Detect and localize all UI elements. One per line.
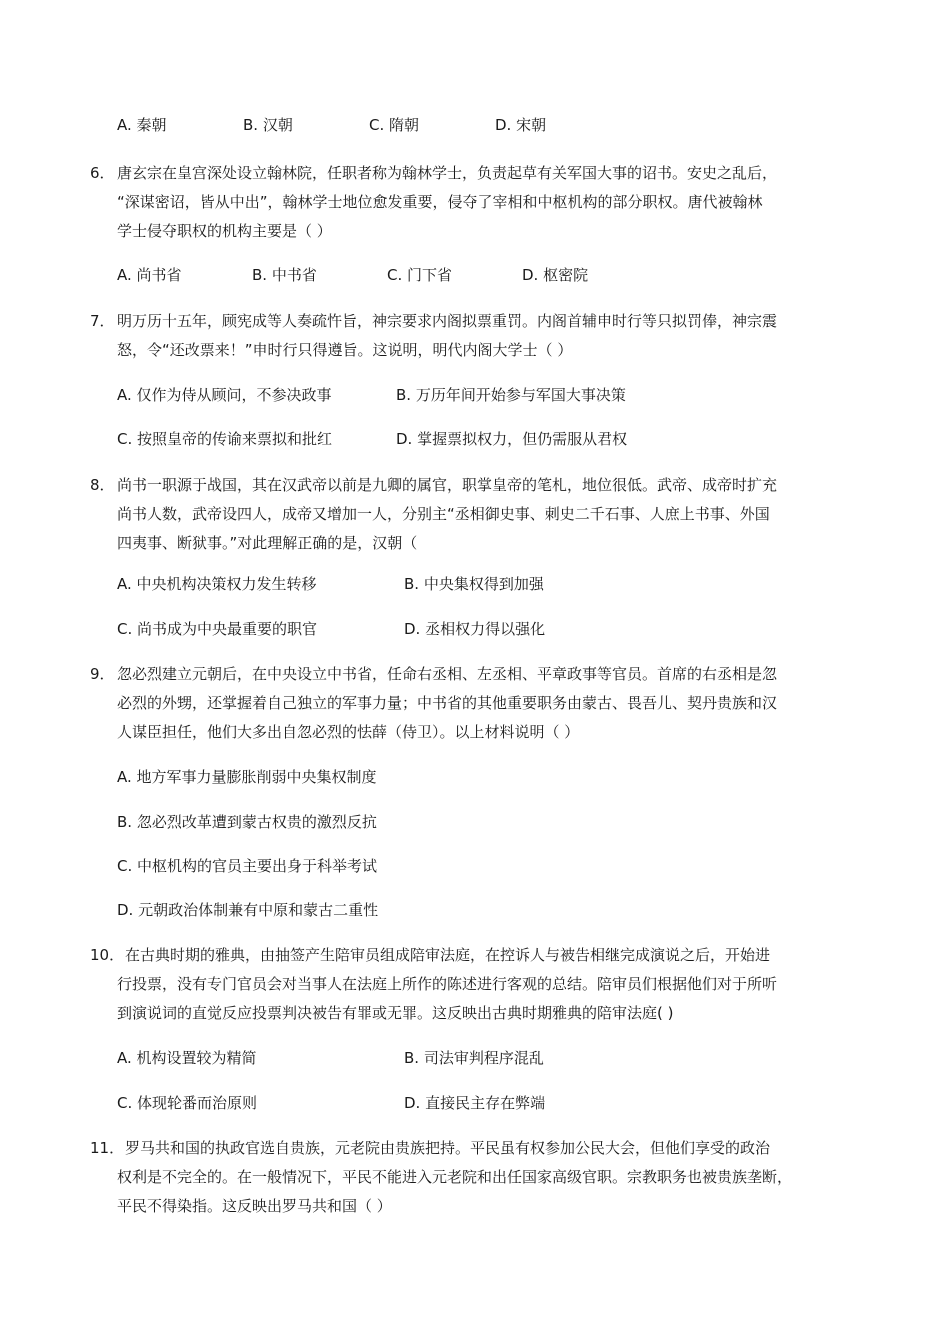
q9-option-a: A. 地方军事力量膨胀削弱中央集权制度 <box>117 768 377 786</box>
q9-option-d: D. 元朝政治体制兼有中原和蒙古二重性 <box>117 901 379 919</box>
q9-stem-line: 忽必烈建立元朝后，在中央设立中书省，任命右丞相、左丞相、平章政事等官员。首席的右丞相是忽 <box>117 665 778 683</box>
q9-stem-line: 人谋臣担任，他们大多出自忽必烈的怯薛（侍卫）。以上材料说明（ ） <box>117 723 580 741</box>
q10-stem-line: 到演说词的直觉反应投票判决被告有罪或无罪。这反映出古典时期雅典的陪审法庭( ) <box>117 1004 674 1022</box>
q7-option-d: D. 掌握票拟权力，但仍需服从君权 <box>396 430 628 448</box>
q5-option-d: D. 宋朝 <box>495 116 547 134</box>
q6-stem-line: “深谋密诏，皆从中出”，翰林学士地位愈发重要，侵夺了宰相和中枢机构的部分职权。唐代被翰林 <box>117 193 763 211</box>
q8-option-b: B. 中央集权得到加强 <box>404 575 544 593</box>
q11-number: 11． <box>90 1139 125 1157</box>
q7-stem-line: 怒，令“还改票来！”申时行只得遵旨。这说明，明代内阁大学士（ ） <box>117 341 573 359</box>
q6-stem-line: 唐玄宗在皇宫深处设立翰林院，任职者称为翰林学士，负责起草有关军国大事的诏书。安史之乱后， <box>117 164 778 182</box>
q8-number: 8． <box>90 476 115 494</box>
q11-stem-line: 罗马共和国的执政官选自贵族，元老院由贵族把持。平民虽有权参加公民大会，但他们享受的政治 <box>125 1139 771 1157</box>
q9-option-b: B. 忽必烈改革遭到蒙古权贵的激烈反抗 <box>117 813 377 831</box>
q10-stem-line: 在古典时期的雅典，由抽签产生陪审员组成陪审法庭，在控诉人与被告相继完成演说之后，开始进 <box>125 946 771 964</box>
q8-option-c: C. 尚书成为中央最重要的职官 <box>117 620 318 638</box>
q7-option-b: B. 万历年间开始参与军国大事决策 <box>396 386 626 404</box>
q8-option-d: D. 丞相权力得以强化 <box>404 620 546 638</box>
q11-stem-line: 平民不得染指。这反映出罗马共和国（ ） <box>117 1197 392 1215</box>
q6-option-b: B. 中书省 <box>252 266 317 284</box>
q5-option-b: B. 汉朝 <box>243 116 293 134</box>
q9-number: 9． <box>90 665 115 683</box>
q7-stem-line: 明万历十五年，顾宪成等人奏疏忤旨，神宗要求内阁拟票重罚。内阁首辅申时行等只拟罚俸，神宗震 <box>117 312 778 330</box>
q10-option-a: A. 机构设置较为精简 <box>117 1049 257 1067</box>
q5-option-a: A. 秦朝 <box>117 116 167 134</box>
q10-number: 10． <box>90 946 125 964</box>
q9-stem-line: 必烈的外甥，还掌握着自己独立的军事力量；中书省的其他重要职务由蒙古、畏吾儿、契丹贵族和汉 <box>117 694 778 712</box>
q11-stem-line: 权利是不完全的。在一般情况下，平民不能进入元老院和出任国家高级官职。宗教职务也被贵族垄断， <box>117 1168 793 1186</box>
q6-option-a: A. 尚书省 <box>117 266 182 284</box>
q9-option-c: C. 中枢机构的官员主要出身于科举考试 <box>117 857 378 875</box>
q10-option-c: C. 体现轮番而治原则 <box>117 1094 258 1112</box>
q8-stem-line: 尚书一职源于战国，其在汉武帝以前是九卿的属官，职掌皇帝的笔札，地位很低。武帝、成帝时扩充 <box>117 476 778 494</box>
q10-stem-line: 行投票，没有专门官员会对当事人在法庭上所作的陈述进行客观的总结。陪审员们根据他们对于所听 <box>117 975 778 993</box>
q6-stem-line: 学士侵夺职权的机构主要是（ ） <box>117 222 332 240</box>
q7-option-a: A. 仅作为侍从顾问，不参决政事 <box>117 386 332 404</box>
q7-number: 7． <box>90 312 115 330</box>
q8-stem-line: 四夷事、断狱事。”对此理解正确的是，汉朝（ <box>117 534 418 552</box>
q8-option-a: A. 中央机构决策权力发生转移 <box>117 575 317 593</box>
q10-option-d: D. 直接民主存在弊端 <box>404 1094 546 1112</box>
q6-number: 6． <box>90 164 115 182</box>
q6-option-d: D. 枢密院 <box>522 266 589 284</box>
q7-option-c: C. 按照皇帝的传谕来票拟和批红 <box>117 430 333 448</box>
q8-stem-line: 尚书人数，武帝设四人，成帝又增加一人，分别主“丞相御史事、刺史二千石事、人庶上书事、外国 <box>117 505 770 523</box>
q10-option-b: B. 司法审判程序混乱 <box>404 1049 544 1067</box>
q5-option-c: C. 隋朝 <box>369 116 420 134</box>
q6-option-c: C. 门下省 <box>387 266 453 284</box>
